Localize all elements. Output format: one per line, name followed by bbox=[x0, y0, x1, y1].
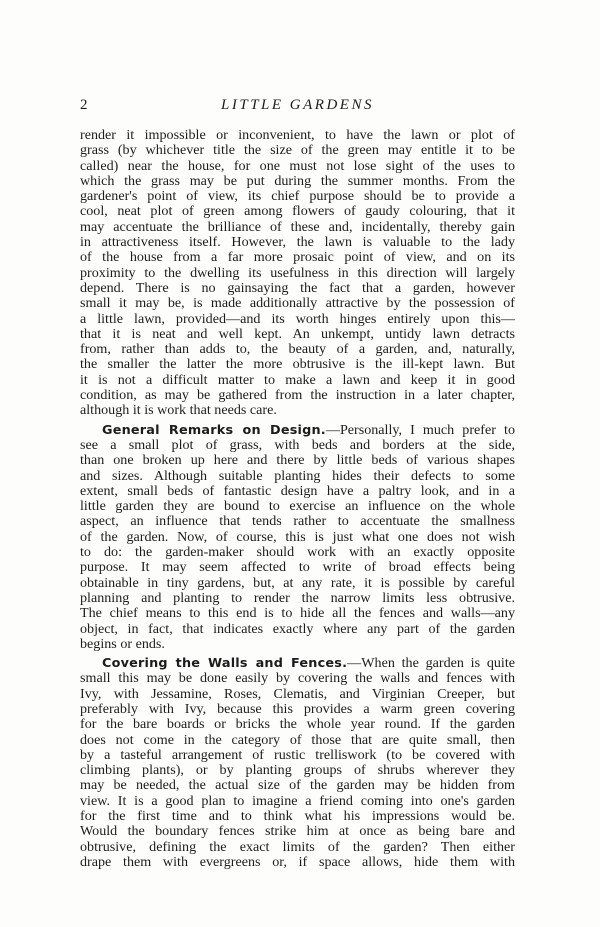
text-line: to do: the garden-maker should work with an exactly opposite bbox=[80, 545, 515, 561]
text-line: grass (by whichever title the size of the green may entitle it to be bbox=[80, 143, 515, 159]
text-line: planning and planting to render the narrow limits less obtrusive. bbox=[80, 590, 515, 606]
text-line: The chief means to this end is to hide all the fences and walls—any bbox=[80, 606, 515, 622]
running-title: LITTLE GARDENS bbox=[221, 97, 374, 113]
paragraph-lawn bbox=[80, 128, 515, 419]
text-line: for the first time and to think what his impressions would be. bbox=[80, 809, 515, 825]
text-line: view. It is a good plan to imagine a friend coming into one's garden bbox=[80, 793, 515, 809]
text-line: called) near the house, for one must not lose sight of the uses to bbox=[80, 158, 515, 174]
text-line: little garden they are bound to exercise an influence on the whole bbox=[80, 499, 515, 515]
text-line: by a tasteful arrangement of rustic trelliswork (to be covered with bbox=[80, 747, 515, 763]
running-head bbox=[80, 95, 515, 115]
text-line: cool, neat plot of green among flowers of gaudy colouring, that it bbox=[80, 204, 515, 220]
text-line: it is not a difficult matter to make a lawn and keep it in good bbox=[80, 372, 515, 388]
text-line: a little lawn, provided—and its worth hinges entirely upon this— bbox=[80, 311, 515, 327]
paragraph-design bbox=[80, 423, 515, 652]
text-line: small this may be done easily by covering the walls and fences with bbox=[80, 671, 515, 687]
text-line: object, in fact, that indicates exactly where any part of the garden bbox=[80, 621, 515, 637]
heading-line bbox=[80, 656, 515, 671]
text-line: may be needed, the actual size of the garden may be hidden from bbox=[80, 778, 515, 794]
text-line: condition, as may be gathered from the instruction in a later chapter, bbox=[80, 388, 515, 404]
text-line: which the grass may be put during the summer months. From the bbox=[80, 173, 515, 189]
text-line: aspect, an influence that tends rather to accentuate the smallness bbox=[80, 514, 515, 530]
text-line: than one broken up here and there by little beds of various shapes bbox=[80, 453, 515, 469]
text-line: of the garden. Now, of course, this is just what one does not wish bbox=[80, 529, 515, 545]
paragraph-walls bbox=[80, 656, 515, 870]
text-line: of the house from a far more prosaic point of view, and on its bbox=[80, 250, 515, 266]
text-line: does not come in the category of those that are quite small, then bbox=[80, 732, 515, 748]
heading-line bbox=[80, 423, 515, 438]
text-line: gardener's point of view, its chief purpose should be to provide a bbox=[80, 189, 515, 205]
text-line: Would the boundary fences strike him at once as being bare and bbox=[80, 824, 515, 840]
text-line: depend. There is no gainsaying the fact that a garden, however bbox=[80, 280, 515, 296]
text-line: proximity to the dwelling its usefulness in this direction will largely bbox=[80, 265, 515, 281]
heading-line-text: —When the garden is quite bbox=[347, 656, 515, 672]
text-line: that it is neat and well kept. An unkempt, untidy lawn detracts bbox=[80, 326, 515, 342]
text-line: obtainable in tiny gardens, but, at any rate, it is possible by careful bbox=[80, 575, 515, 591]
section-heading: Covering the Walls and Fences. bbox=[102, 656, 348, 672]
text-line: from, rather than adds to, the beauty of a garden, and, naturally, bbox=[80, 342, 515, 358]
page-number: 2 bbox=[80, 97, 88, 113]
text-line: climbing plants), or by planting groups of shrubs wherever they bbox=[80, 763, 515, 779]
text-line: may accentuate the brilliance of these and, incidentally, thereby gain bbox=[80, 219, 515, 235]
text-line: the smaller the latter the more obtrusive is the ill-kept lawn. But bbox=[80, 357, 515, 373]
text-line: render it impossible or inconvenient, to have the lawn or plot of bbox=[80, 128, 515, 143]
text-line: and sizes. Although suitable planting hides their defects to some bbox=[80, 468, 515, 484]
text-line: although it is work that needs care. bbox=[80, 403, 277, 419]
text-line: in attractiveness itself. However, the lawn is valuable to the lady bbox=[80, 235, 515, 251]
text-line: drape them with evergreens or, if space allows, hide them with bbox=[80, 854, 515, 870]
text-line: Ivy, with Jessamine, Roses, Clematis, and Virginian Creeper, but bbox=[80, 686, 515, 702]
text-line: for the bare boards or bricks the whole year round. If the garden bbox=[80, 717, 515, 733]
text-line: extent, small beds of fantastic design have a paltry look, and in a bbox=[80, 483, 515, 499]
text-line: small it may be, is made additionally attractive by the possession of bbox=[80, 296, 515, 312]
text-line: purpose. It may seem affected to write of broad effects being bbox=[80, 560, 515, 576]
section-heading: General Remarks on Design. bbox=[102, 422, 326, 438]
text-line: see a small plot of grass, with beds and borders at the side, bbox=[80, 437, 515, 453]
text-line: begins or ends. bbox=[80, 636, 165, 652]
body-text bbox=[80, 128, 515, 874]
text-line: obtrusive, defining the exact limits of the garden? Then either bbox=[80, 839, 515, 855]
heading-line-text: —Personally, I much prefer to bbox=[325, 422, 515, 438]
text-line: preferably with Ivy, because this provides a warm green covering bbox=[80, 701, 515, 717]
